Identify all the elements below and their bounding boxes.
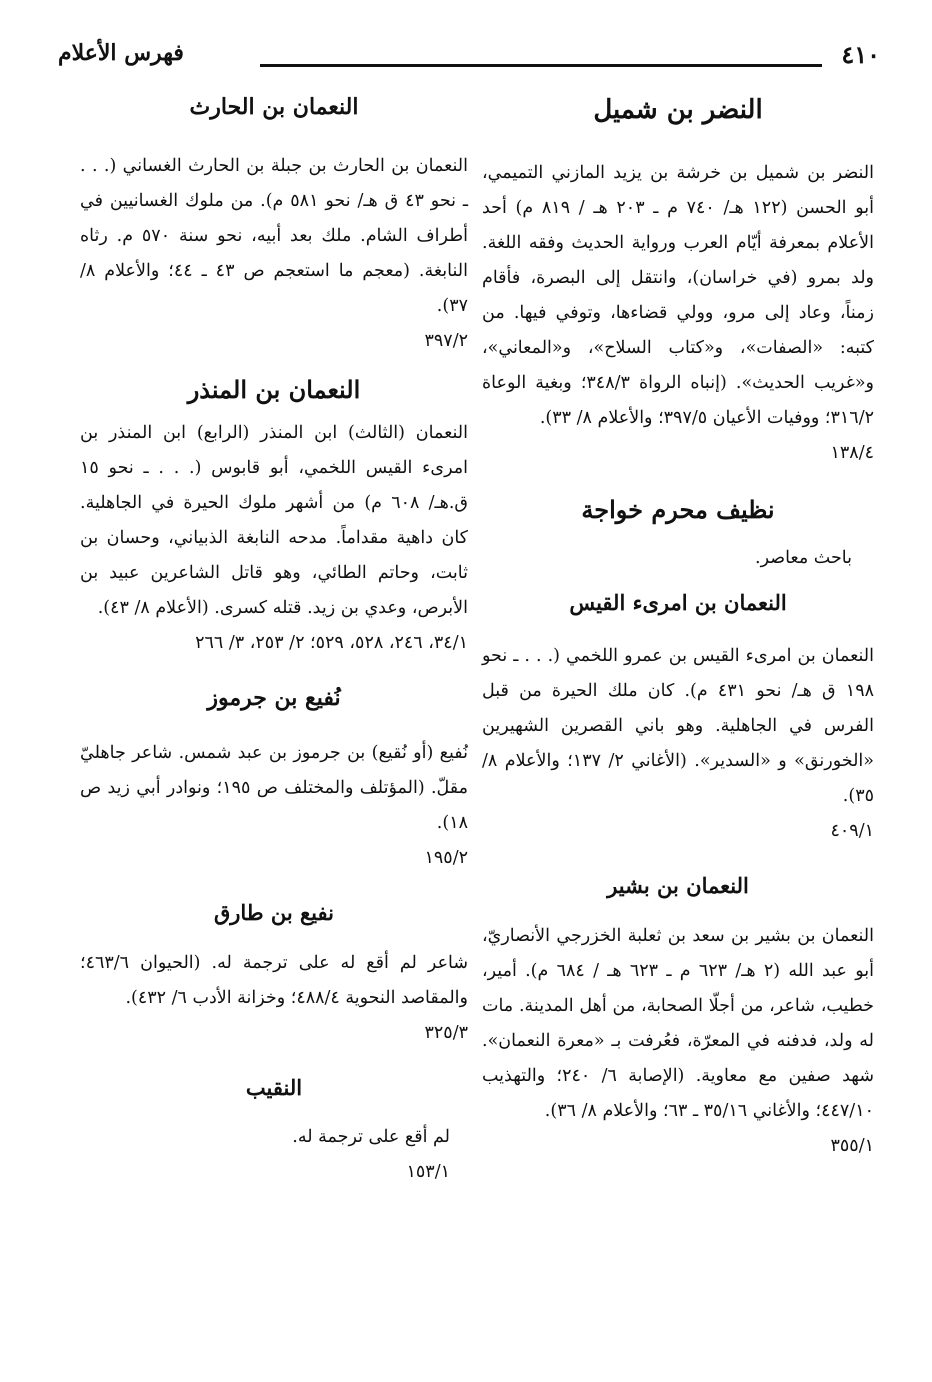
entry-ref: ٤٠٩/١ xyxy=(830,821,874,842)
entry-ref: ١٥٣/١ xyxy=(406,1161,450,1182)
entry-title: النضر بن شميل xyxy=(593,95,763,125)
entry xyxy=(80,373,468,662)
running-header xyxy=(58,40,880,86)
entry xyxy=(80,683,468,876)
entry-body: النعمان بن الحارث بن جبلة بن الحارث الغساني (. . . ـ نحو ٤٣ ق هـ/ نحو ٥٨١ م). من ملوك الغسانيين في أطراف الشام. ملك بعد أبيه، نحو سنة ٥٧٠ م. رثاه النابغة. (معجم ما استعجم ص ٤٣ ـ ٤٤؛ والأعلام ٨/ ٣٧). xyxy=(80,155,468,316)
entry-title: النعمان بن امرىء القيس xyxy=(569,589,787,615)
entry-body: النعمان (الثالث) ابن المنذر (الرابع) ابن المنذر بن امرىء القيس اللخمي، أبو قابوس (. . . ـ نحو ١٥ ق.هـ/ ٦٠٨ م) من أشهر ملوك الحيرة في الجاهلية. كان داهية مقداماً. مدحه النابغة الذبياني، وحسان بن ثابت، وحاتم الطائي، وهو قاتل الشاعرين عبيد بن الأبرص، وعدي بن زيد. قتله كسرى. (الأعلام ٨/ ٤٣). xyxy=(80,423,468,619)
entry-body: لم أقع على ترجمة له. xyxy=(292,1126,450,1147)
entry xyxy=(80,1073,468,1190)
entry-ref: ٣٢٥/٣ xyxy=(424,1022,468,1043)
running-title: فهرس الأعلام xyxy=(58,40,184,66)
right-column xyxy=(482,92,874,1164)
entry-body: شاعر لم أقع له على ترجمة له. (الحيوان ٤٦٣/٦؛ والمقاصد النحوية ٤٨٨/٤؛ وخزانة الأدب ٦/ ٤٣٢). xyxy=(80,952,468,1008)
entry-ref: ٣٩٧/٢ xyxy=(424,330,468,351)
entry xyxy=(482,92,874,471)
entry-title: النعمان بن المنذر xyxy=(187,374,361,404)
entry-ref: ١٩٥/٢ xyxy=(424,848,468,869)
entry-title: نُفيع بن جرموز xyxy=(207,685,341,712)
entry xyxy=(80,92,468,359)
entry-body: النعمان بن بشير بن سعد بن ثعلبة الخزرجي الأنصاريّ، أبو عبد الله (٢ هـ/ ٦٢٣ م ـ ٦٢٣ هـ / ٦٨٤ م). أمير، خطيب، شاعر، من أجلّا الصحابة، من أهل المدينة. مات له ولد، فدفنه في المعرّة، فعُرفت بـ «معرة النعمان». شهد صفين مع معاوية. (الإصابة ٦/ ٢٤٠؛ والتهذيب ٤٤٧/١٠؛ والأغاني ٣٥/١٦ ـ ٦٣؛ والأعلام ٨/ ٣٦). xyxy=(482,925,874,1121)
entry-title: النعمان بن بشير xyxy=(607,873,749,899)
entry-title: النقيب xyxy=(245,1074,303,1100)
entry-body: باحث معاصر. xyxy=(755,547,852,568)
entry-title: النعمان بن الحارث xyxy=(189,94,359,120)
entry-ref: ٣٥٥/١ xyxy=(830,1135,874,1156)
entry-body: النعمان بن امرىء القيس بن عمرو اللخمي (. . . ـ نحو ١٩٨ ق هـ/ نحو ٤٣١ م). كان ملك الحيرة من قبل الفرس في الجاهلية. وهو باني القصرين الشهيرين «الخورنق» و «السدير». (الأغاني ٢/ ١٣٧؛ والأعلام ٨/ ٣٥). xyxy=(482,646,874,807)
entry-body: النضر بن شميل بن خرشة بن يزيد المازني التميمي، أبو الحسن (١٢٢ هـ/ ٧٤٠ م ـ ٢٠٣ هـ / ٨١٩ م) أحد الأعلام بمعرفة أيّام العرب ورواية الحديث وفقه اللغة. ولد بمرو (في خراسان)، وانتقل إلى البصرة، فأقام زمناً، وعاد إلى مرو، وولي قضاءها، وتوفي فيها. من كتبه: «الصفات»، و«كتاب السلاح»، و«المعاني»، و«غريب الحديث». (إنباه الرواة ٣٤٨/٣؛ وبغية الوعاة ٣١٦/٢؛ ووفيات الأعيان ٣٩٧/٥؛ والأعلام ٨/ ٣٣). xyxy=(482,163,875,429)
page-number: ٤١٠ xyxy=(841,40,880,69)
entry-ref: ٣٤/١، ٢٤٦، ٥٢٨، ٥٢٩؛ ٢/ ٢٥٣، ٣/ ٢٦٦ xyxy=(195,633,468,654)
entry xyxy=(482,871,874,1163)
left-column xyxy=(80,92,468,1190)
entry xyxy=(482,493,874,576)
entry-title: نظيف محرم خواجة xyxy=(581,495,775,525)
entry-title: نفيع بن طارق xyxy=(214,900,334,926)
header-rule xyxy=(260,64,822,67)
entry xyxy=(80,898,468,1050)
entry xyxy=(482,588,874,849)
entry-body: نُفيع (أو نُقيع) بن جرموز بن عبد شمس. شاعر جاهليّ مقلّ. (المؤتلف والمختلف ص ١٩٥؛ ونوادر أبي زيد ص ١٨). xyxy=(80,743,468,834)
entry-ref: ١٣٨/٤ xyxy=(830,443,874,464)
